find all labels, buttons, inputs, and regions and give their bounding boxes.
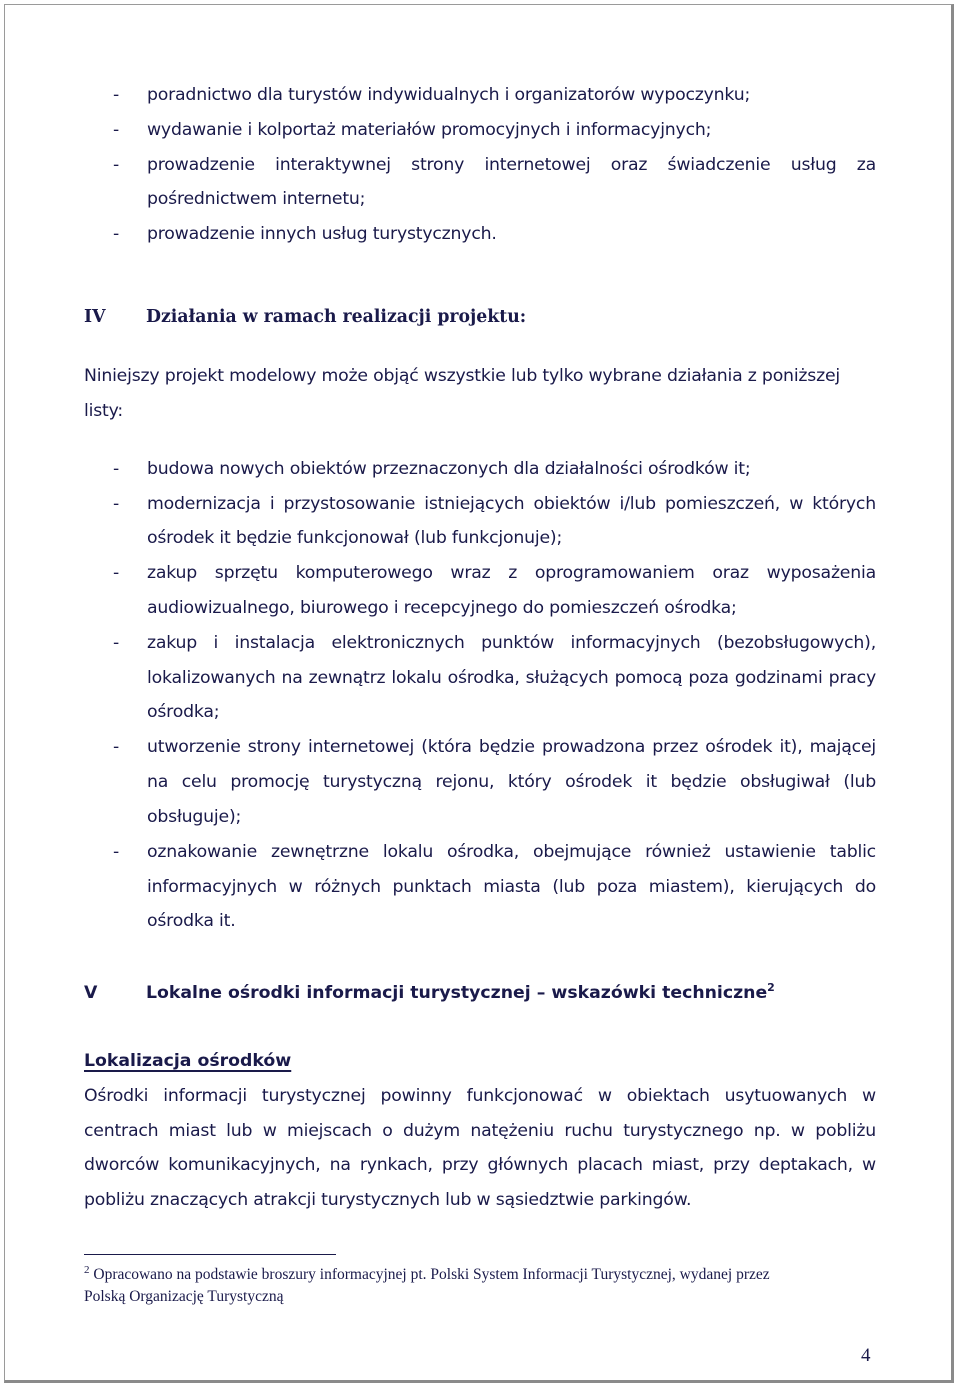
paragraph-line: centrach miast lub w miejscach o dużym natężeniu ruchu turystycznego np. w pobliżu: [84, 1121, 876, 1141]
list-item: zakup sprzętu komputerowego wraz z oprogramowaniem oraz wyposażenia: [147, 563, 876, 583]
list-item-continuation: audiowizualnego, biurowego i recepcyjnego do pomieszczeń ośrodka;: [147, 598, 737, 618]
paragraph-line: Ośrodki informacji turystycznej powinny funkcjonować w obiektach usytuowanych w: [84, 1086, 876, 1106]
footnote-line: Polską Organizację Turystyczną: [84, 1288, 284, 1305]
list-dash: -: [113, 737, 120, 757]
intro-line: Niniejszy projekt modelowy może objąć wszystkie lub tylko wybrane działania z poniższej: [84, 366, 840, 386]
list-item-continuation: ośrodek it będzie funkcjonował (lub funkcjonuje);: [147, 528, 563, 548]
list-item: wydawanie i kolportaż materiałów promocyjnych i informacyjnych;: [147, 120, 712, 140]
list-item: prowadzenie innych usług turystycznych.: [147, 224, 497, 244]
list-item-continuation: ośrodka;: [147, 702, 220, 722]
page-number: 4: [861, 1345, 871, 1366]
list-item-continuation: lokalizowanych na zewnątrz lokalu ośrodka, służących pomocą poza godzinami pracy: [147, 668, 876, 688]
list-dash: -: [113, 155, 120, 175]
section-iv-title: Działania w ramach realizacji projektu:: [146, 307, 527, 327]
footnote-number: 2: [84, 1263, 90, 1276]
list-dash: -: [113, 494, 120, 514]
list-item-continuation: informacyjnych w różnych punktach miasta (lub poza miastem), kierujących do: [147, 877, 876, 897]
footnote-reference: 2: [767, 981, 775, 995]
footnote-separator: [84, 1254, 336, 1255]
list-item-continuation: na celu promocję turystyczną rejonu, który ośrodek it będzie obsługiwał (lub: [147, 772, 876, 792]
subheading-lokalizacja: Lokalizacja ośrodków: [84, 1051, 292, 1071]
list-item: zakup i instalacja elektronicznych punktów informacyjnych (bezobsługowych),: [147, 633, 876, 653]
footnote-line: [84, 1263, 770, 1284]
paragraph-line: dworców komunikacyjnych, na rynkach, przy głównych placach miast, przy deptakach, w: [84, 1155, 876, 1175]
list-item-continuation: ośrodka it.: [147, 911, 236, 931]
list-dash: -: [113, 459, 120, 479]
footnote-text: Opracowano na podstawie broszury informacyjnej pt. Polski System Informacji Turystycznej, wydanej przez: [93, 1266, 770, 1283]
list-item-continuation: obsługuje);: [147, 807, 242, 827]
list-dash: -: [113, 842, 120, 862]
section-v-title: [146, 983, 775, 1003]
list-dash: -: [113, 633, 120, 653]
list-item: poradnictwo dla turystów indywidualnych i organizatorów wypoczynku;: [147, 85, 751, 105]
section-v-title-text: Lokalne ośrodki informacji turystycznej – wskazówki techniczne: [146, 983, 768, 1003]
list-item: budowa nowych obiektów przeznaczonych dla działalności ośrodków it;: [147, 459, 751, 479]
list-dash: -: [113, 224, 120, 244]
section-v-number: V: [84, 983, 98, 1003]
page-border: [4, 4, 954, 1383]
list-item: oznakowanie zewnętrzne lokalu ośrodka, obejmujące również ustawienie tablic: [147, 842, 876, 862]
paragraph-line: pobliżu znaczących atrakcji turystycznych lub w sąsiedztwie parkingów.: [84, 1190, 692, 1210]
list-item: utworzenie strony internetowej (która będzie prowadzona przez ośrodek it), mającej: [147, 737, 876, 757]
list-item: prowadzenie interaktywnej strony internetowej oraz świadczenie usług za: [147, 155, 876, 175]
intro-line: listy:: [84, 401, 123, 421]
section-iv-number: IV: [84, 307, 106, 327]
list-item-continuation: pośrednictwem internetu;: [147, 189, 366, 209]
list-dash: -: [113, 120, 120, 140]
list-dash: -: [113, 563, 120, 583]
list-dash: -: [113, 85, 120, 105]
list-item: modernizacja i przystosowanie istniejących obiektów i/lub pomieszczeń, w których: [147, 494, 876, 514]
